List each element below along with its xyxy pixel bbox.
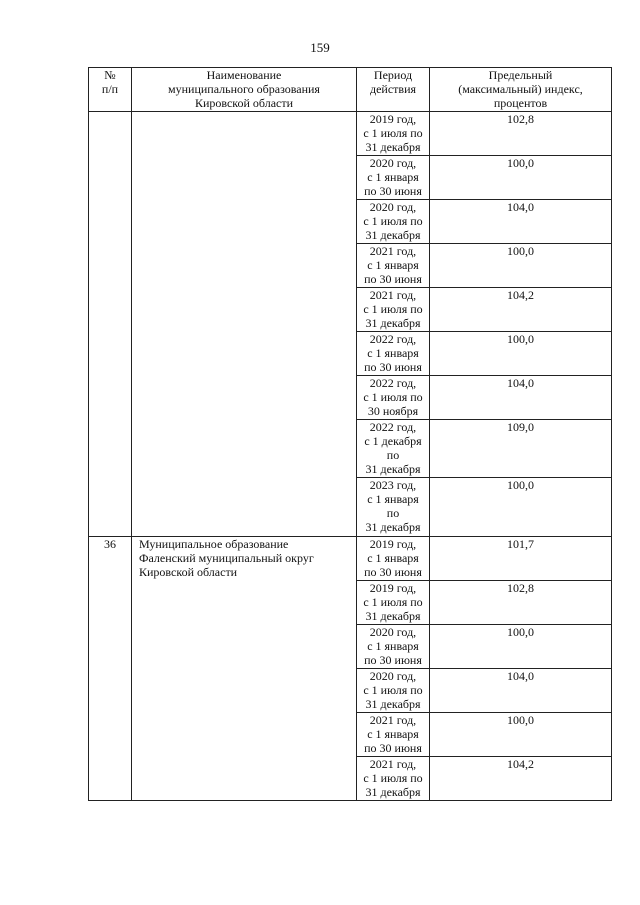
period-line: 31 декабря <box>365 520 421 535</box>
period-cell <box>357 155 430 199</box>
period-line: с 1 января <box>367 169 419 184</box>
index-value-cell: 100,0 <box>430 624 612 668</box>
index-value-cell: 100,0 <box>430 243 612 287</box>
period-line: с 1 июля по <box>363 682 423 697</box>
period-line: по 30 июня <box>364 272 422 287</box>
header-name-line: Кировской области <box>194 96 294 111</box>
period-line: 2019 год, <box>369 580 417 595</box>
entity-name-line: Муниципальное образование <box>139 536 289 551</box>
period-cell <box>357 668 430 712</box>
period-cell <box>357 624 430 668</box>
period-line: с 1 января <box>367 345 419 360</box>
index-value-cell: 104,0 <box>430 199 612 243</box>
period-line: 2020 год, <box>369 624 417 639</box>
period-line: 2022 год, <box>369 331 417 346</box>
period-line: 30 ноября <box>367 404 419 419</box>
page-number: 159 <box>310 40 330 55</box>
period-line: 2021 год, <box>369 756 417 771</box>
header-period-line: действия <box>369 82 417 97</box>
period-line: с 1 января <box>367 491 419 506</box>
index-value-cell: 104,2 <box>430 287 612 331</box>
period-line: по 30 июня <box>364 184 422 199</box>
header-index-line: (максимальный) индекс, <box>458 82 583 97</box>
period-line: по 30 июня <box>364 360 422 375</box>
period-line: 2021 год, <box>369 243 417 258</box>
tariff-index-table <box>88 67 612 801</box>
period-line: по <box>386 506 400 521</box>
index-value-cell: 100,0 <box>430 155 612 199</box>
period-line: 31 декабря <box>365 316 421 331</box>
period-line: 2022 год, <box>369 375 417 390</box>
period-line: 31 декабря <box>365 462 421 477</box>
period-line: 31 декабря <box>365 228 421 243</box>
header-index <box>430 68 612 112</box>
period-line: с 1 января <box>367 257 419 272</box>
period-line: по <box>386 448 400 463</box>
period-line: 31 декабря <box>365 609 421 624</box>
header-name <box>132 68 357 112</box>
header-index-line: процентов <box>493 96 548 111</box>
header-period-line: Период <box>373 68 413 82</box>
period-line: с 1 января <box>367 726 419 741</box>
period-line: с 1 июля по <box>363 301 423 316</box>
period-cell <box>357 331 430 375</box>
table-header-row <box>89 68 612 112</box>
period-line: 2020 год, <box>369 199 417 214</box>
period-line: по 30 июня <box>364 653 422 668</box>
index-value-cell: 101,7 <box>430 536 612 580</box>
entity-name-line: Фаленский муниципальный округ <box>139 550 314 565</box>
period-line: с 1 июля по <box>363 594 423 609</box>
index-value-cell: 109,0 <box>430 419 612 477</box>
entity-number-cell: 36 <box>89 536 132 800</box>
header-num <box>89 68 132 112</box>
period-cell <box>357 243 430 287</box>
header-name-line: муниципального образования <box>168 82 320 97</box>
table-row <box>89 111 612 155</box>
index-value-cell: 102,8 <box>430 111 612 155</box>
period-line: с 1 января <box>367 550 419 565</box>
period-line: с 1 декабря <box>364 433 422 448</box>
period-line: 31 декабря <box>365 140 421 155</box>
period-line: 2020 год, <box>369 668 417 683</box>
period-cell <box>357 111 430 155</box>
period-line: 31 декабря <box>365 697 421 712</box>
index-value-cell: 104,0 <box>430 668 612 712</box>
period-line: с 1 июля по <box>363 125 423 140</box>
index-value-cell: 102,8 <box>430 580 612 624</box>
period-cell <box>357 419 430 477</box>
header-num-line: п/п <box>101 82 119 97</box>
period-line: 2019 год, <box>369 111 417 126</box>
period-cell <box>357 477 430 536</box>
period-line: с 1 июля по <box>363 213 423 228</box>
period-line: 2019 год, <box>369 536 417 551</box>
header-num-line: № <box>104 68 116 82</box>
entity-name-line: Кировской области <box>139 565 238 580</box>
entity-name-cell <box>132 536 357 800</box>
period-cell <box>357 756 430 800</box>
header-period <box>357 68 430 112</box>
period-line: по 30 июня <box>364 565 422 580</box>
period-line: 2021 год, <box>369 712 417 727</box>
period-cell <box>357 287 430 331</box>
index-value-cell: 100,0 <box>430 712 612 756</box>
period-cell <box>357 199 430 243</box>
table-row <box>89 536 612 580</box>
period-line: 2021 год, <box>369 287 417 302</box>
index-value-cell: 104,2 <box>430 756 612 800</box>
period-line: 2022 год, <box>369 419 417 434</box>
period-line: 2023 год, <box>369 477 417 492</box>
period-cell <box>357 375 430 419</box>
header-name-line: Наименование <box>206 68 282 82</box>
period-line: с 1 июля по <box>363 389 423 404</box>
period-line: по 30 июня <box>364 741 422 756</box>
period-line: 31 декабря <box>365 785 421 800</box>
index-value-cell: 100,0 <box>430 477 612 536</box>
period-cell <box>357 580 430 624</box>
period-line: с 1 июля по <box>363 770 423 785</box>
period-cell <box>357 536 430 580</box>
header-index-line: Предельный <box>488 68 553 82</box>
index-value-cell: 104,0 <box>430 375 612 419</box>
period-line: с 1 января <box>367 638 419 653</box>
period-cell <box>357 712 430 756</box>
period-line: 2020 год, <box>369 155 417 170</box>
index-value-cell: 100,0 <box>430 331 612 375</box>
name-cell-continued <box>132 111 357 536</box>
num-cell-continued <box>89 111 132 536</box>
